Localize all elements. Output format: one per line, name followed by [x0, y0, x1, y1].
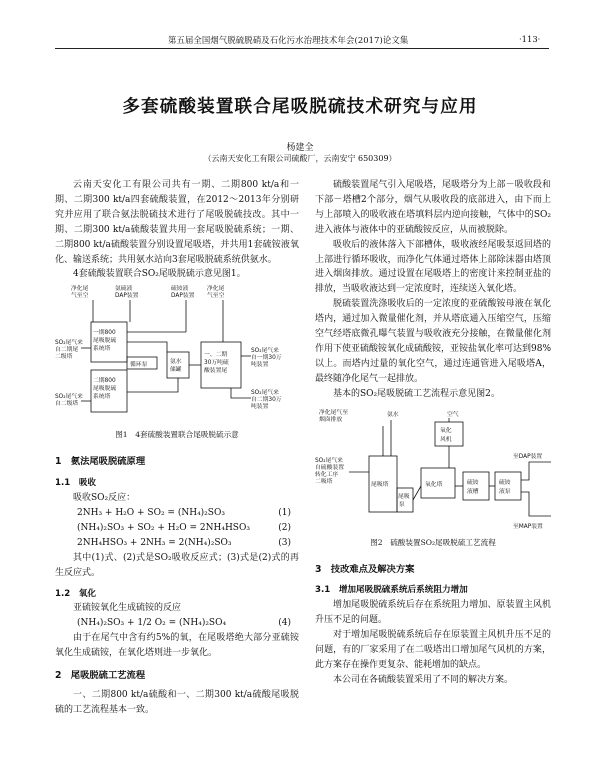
fig2-label: 液泵: [499, 488, 511, 495]
fig1-label: 酸装置尾: [204, 368, 228, 375]
fig2-label: 净化尾气至: [319, 409, 348, 416]
fig1-label: 气至空: [207, 293, 225, 300]
fig1-label: 二级塔: [55, 354, 73, 361]
affiliation: （云南天安化工有限公司硫酸厂，云南安宁 650309）: [203, 154, 397, 163]
fig1-box-ammonia-tank: [167, 352, 189, 378]
process-paragraph-1: 硫酸装置尾气引入尾吸塔，尾吸塔分为上部－吸收段和下部－塔槽2个部分，烟气从吸收段的底部进入，由下而上与上部喷入的吸收液在塔填料层内逆向接触，气体中的SO₂进入液体与液体中的亚硫酸铵反应，从而被脱除。: [315, 180, 551, 235]
section-2-text: 一、二期800 kt/a硫酸和一、二期300 kt/a硫酸尾吸脱硫的工艺流程基本一致。: [55, 689, 299, 715]
fig2-label: 二吸塔: [315, 478, 333, 485]
fig2-label: 烟囱排放: [319, 416, 343, 423]
fig2-label: 至DAP装置: [513, 453, 543, 460]
section-3-1-heading: 3.1 增加尾吸脱硫系统后系统阻力增加: [315, 585, 468, 596]
equation-note: 其中(1)式、(2)式是SO₂吸收反应式；(3)式是(2)式的再生反应式。: [55, 552, 299, 578]
fig1-label: 净化尾: [207, 286, 225, 293]
fig2-label: 尾吸: [398, 493, 410, 500]
fig1-label: 自一期30万: [251, 355, 282, 362]
fig1-label: 30万吨硫: [204, 360, 229, 367]
paper-title: 多套硫酸装置联合尾吸脱硫技术研究与应用: [122, 97, 478, 117]
intro-figure-ref: 4套硫酸装置联合SO₂尾吸脱硫示意见图1。: [73, 269, 246, 280]
fig2-label: SO₂尾气来: [315, 457, 343, 464]
fig1-label: DAP装置: [115, 293, 139, 300]
fig1-label: 吨装置: [251, 362, 269, 369]
fig1-label: 尾吸脱硫: [93, 386, 117, 393]
section-3-1-text-3: 本公司在各硫酸装置采用了不同的解决方案。: [333, 674, 514, 685]
fig1-label: 系统塔: [93, 346, 111, 353]
section-3-1-text-2: 对于增加尾吸脱硫系统后存在原装置主风机升压不足的问题，有的厂家采用了在二吸塔出口增加尾气风机的方案，此方案存在操作更复杂、能耗增加的缺点。: [315, 630, 551, 670]
left-column: [55, 178, 299, 718]
fig2-box-ammonium-pump: [495, 472, 521, 500]
running-header: 第五届全国烟气脱硫脱硝及石化污水治理技术年会(2017)论文集: [168, 35, 409, 45]
figure-2-caption: 图2 硫酸装置SO₂尾吸脱硫工艺流程: [370, 537, 496, 547]
fig1-label: 自二级塔: [55, 401, 79, 408]
section-3-1-text-1: 增加尾吸脱硫系统后存在系统阻力增加、原装置主风机升压不足的问题。: [315, 600, 551, 626]
fig1-label: 储罐: [170, 367, 182, 374]
fig1-label: SO₂尾气来: [55, 340, 83, 347]
page-number: ·113·: [519, 34, 541, 44]
fig1-label: SO₂尾气来: [55, 394, 83, 401]
fig2-label: 风机: [440, 436, 452, 443]
fig2-label: 自硫酸装置: [315, 464, 344, 471]
figure-1-diagram: [55, 282, 299, 428]
fig2-label: 至MAP装置: [513, 523, 543, 530]
author: 杨建全: [286, 143, 314, 153]
fig1-label: SO₂尾气来: [251, 348, 279, 355]
equation-1: 2NH₃ + H₂O + SO₂ = (NH₄)₂SO₃ (1): [77, 507, 291, 518]
fig2-label: 转化工序: [315, 471, 339, 478]
fig1-label: 净化尾: [71, 286, 89, 293]
fig1-label: 自二期尾: [55, 347, 79, 354]
section-2-heading: 2 尾吸脱硫工艺流程: [55, 670, 146, 682]
process-paragraph-4: 基本的SO₂尾吸脱硫工艺流程示意见图2。: [333, 388, 500, 399]
fig2-label: 泵: [399, 501, 405, 508]
fig1-label: 吨装置: [251, 404, 269, 411]
fig1-label: 自二期30万: [251, 397, 282, 404]
fig2-label: 氨水: [387, 411, 399, 418]
fig1-label: 二期800: [93, 378, 116, 385]
fig1-label: 一、二期: [204, 352, 228, 359]
fig1-label: 硫铵液: [171, 286, 189, 293]
fig1-label: 氨硫液: [115, 286, 133, 293]
figure-2-diagram: [315, 406, 551, 536]
header-rule: [55, 48, 549, 49]
fig1-label: DAP装置: [171, 293, 195, 300]
fig2-box-ammonium-tank: [463, 472, 489, 500]
fig1-label: 氨水: [170, 359, 182, 366]
intro-paragraph: 云南天安化工有限公司共有一期、二期800 kt/a和一期、二期300 kt/a四套硫酸装置，在2012～2013年分别研究并应用了联合氨法脱硫技术进行了尾吸脱硫技改。其中一期、二期300 kt/a硫酸装置共用一套尾吸脱硫系统；一期、二期800 kt/a硫酸装置分别设置尾吸塔，并共用1套硫铵液氧化、输送系统；共用氨水站向3套尾吸脱硫系统供氨水。: [55, 180, 299, 265]
figure-1-caption: 图1 4套硫酸装置联合尾吸脱硫示意: [115, 430, 239, 440]
fig2-label: 尾吸塔: [371, 481, 389, 488]
process-paragraph-3: 脱硫装置洗涤吸收后的一定浓度的亚硫酸铵母液在氧化塔内，通过加入微量催化剂，并从塔底通入压缩空气，压缩空气经塔底微孔曝气装置与吸收液充分接触，在微量催化剂作用下使亚硫酸铵氧化成硫酸铵，亚铵盐氧化率可达到98%以上。而塔内过量的氧化空气，通过连通管进入尾吸塔A，最终随净化尾气一起排放。: [315, 299, 552, 384]
fig1-label: SO₂尾气来: [251, 390, 279, 397]
fig2-label: 硫铵: [467, 479, 479, 486]
fig1-label: 尾吸脱硫: [93, 338, 117, 345]
fig2-label: 液槽: [467, 488, 479, 495]
fig2-label: 氧化塔: [425, 481, 443, 488]
fig1-label: 一期800: [93, 330, 116, 337]
section-1-1-heading: 1.1 吸收: [55, 478, 97, 489]
oxidation-intro: 亚硫铵氧化生成硫铵的反应: [73, 603, 182, 614]
equation-2: (NH₄)₂SO₃ + SO₂ + H₂O = 2NH₄HSO₃ (2): [77, 522, 291, 533]
equation-3: 2NH₄HSO₃ + 2NH₃ = 2(NH₄)₂SO₃ (3): [77, 537, 291, 548]
absorption-intro: 吸收SO₂反应：: [73, 493, 136, 504]
fig1-label: 循环泵: [130, 362, 148, 369]
right-column: [315, 178, 551, 688]
fig1-label: 系统塔: [93, 394, 111, 401]
equation-4: (NH₄)₂SO₃ + 1/2 O₂ = (NH₄)₂SO₄ (4): [77, 618, 291, 629]
fig1-label: 气至空: [71, 293, 89, 300]
fig2-box-tail-pump: [397, 488, 413, 512]
section-1-2-heading: 1.2 氧化: [55, 588, 97, 599]
oxidation-note: 由于在尾气中含有约5%的氧，在尾吸塔绝大部分亚硫铵氧化生成硫铵，在氧化塔则进一步氧化。: [55, 633, 299, 659]
section-3-heading: 3 技改难点及解决方案: [315, 563, 415, 575]
fig2-label: 氧化: [440, 427, 452, 434]
process-paragraph-2: 吸收后的液体落入下部槽体，吸收液经尾吸泵返回塔的上部进行循环吸收，而净化气体通过塔体上部除沫器由塔顶进入烟囱排放。通过设置在尾吸塔上的密度计来控制亚盐的排放，当吸收液达到一定浓度时，连续送入氧化塔。: [315, 239, 551, 295]
section-1-heading: 1 氨法尾吸脱硫原理: [55, 456, 146, 468]
fig2-label: 空气: [447, 411, 459, 418]
fig2-label: 硫铵: [499, 479, 511, 486]
